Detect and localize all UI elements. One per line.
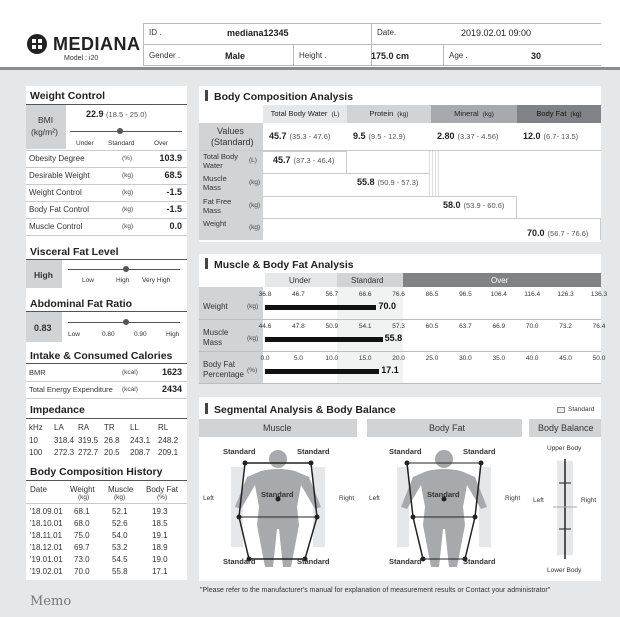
- impedance-cell: 243.1: [130, 436, 151, 445]
- weight-row-label: Weight Control: [29, 188, 82, 197]
- calorie-unit: (kcal): [122, 369, 138, 376]
- chart-tick: 66.6: [358, 291, 372, 298]
- history-cell: 52.6: [112, 519, 128, 528]
- segmental-balance-label: Body Balance: [538, 423, 594, 433]
- weight-row-label: Obesity Degree: [29, 154, 85, 163]
- chart-tick: 35.0: [492, 355, 506, 362]
- gender-label: Gender .: [149, 51, 181, 60]
- bmi-scale-under: Under: [76, 140, 94, 147]
- impedance-cell: 100: [29, 448, 43, 457]
- chart-row-divider: [199, 319, 601, 320]
- chart-tick: 66.9: [492, 323, 506, 330]
- chart-tick: 63.7: [459, 323, 472, 330]
- history-title: Body Composition History: [30, 466, 163, 478]
- chart-tick: 116.4: [524, 291, 541, 298]
- chart-tick: 70.0: [525, 323, 539, 330]
- impedance-cell: 10: [29, 436, 38, 445]
- weight-row-value: -1.5: [166, 187, 182, 197]
- composition-value-num: 2.80: [437, 131, 455, 141]
- composition-row-label1: Weight: [203, 219, 227, 228]
- history-cell: 17.1: [152, 567, 168, 576]
- segmental-title: Segmental Analysis & Body Balance: [205, 403, 396, 416]
- impedance-cell: 26.8: [104, 436, 120, 445]
- bmi-value: 22.9 (18.5 - 25.0): [86, 109, 147, 119]
- calorie-value: 2434: [161, 384, 182, 394]
- abdominal-scale-080: 0.80: [102, 331, 115, 338]
- composition-row-value: [357, 177, 418, 187]
- impedance-cell: 248.2: [158, 436, 179, 445]
- muscle-fat-analysis-panel: [199, 254, 608, 384]
- calorie-label: Total Energy Expenditure: [29, 385, 113, 394]
- chart-tick: 15.0: [358, 355, 372, 362]
- fat-std-ra: Standard: [463, 447, 496, 456]
- row-divider: [26, 184, 187, 185]
- history-col-muscle: Muscle: [108, 485, 134, 494]
- composition-value: [437, 131, 498, 141]
- bmi-scale-standard: Standard: [108, 140, 135, 147]
- chart-bar: [265, 337, 383, 342]
- visceral-indicator: [123, 266, 129, 272]
- calorie-value: 1623: [161, 367, 182, 377]
- composition-row-label2: Mass: [203, 183, 221, 192]
- bmi-range: (18.5 - 25.0): [106, 110, 147, 119]
- row-divider: [26, 381, 187, 382]
- composition-value-range: (3.37 - 4.56): [457, 132, 499, 141]
- composition-title: Body Composition Analysis: [205, 90, 353, 103]
- row-divider: [26, 218, 187, 219]
- chart-tick: 46.7: [292, 291, 305, 298]
- impedance-cell: 319.5: [78, 436, 99, 445]
- brand-logo: [26, 33, 141, 55]
- weight-row-label: Body Fat Control: [29, 205, 90, 214]
- composition-bracket-top: [263, 218, 601, 219]
- impedance-header: kHz: [29, 423, 43, 432]
- composition-col-header: [347, 109, 431, 118]
- chart-bar: [265, 369, 379, 374]
- impedance-cell: 272.3: [54, 448, 75, 457]
- chart-tick: 40.0: [525, 355, 539, 362]
- history-cell: 68.1: [74, 507, 90, 516]
- composition-row-num: 58.0: [443, 200, 461, 210]
- history-cell: 19.0: [152, 555, 168, 564]
- composition-row-range: (50.9 - 57.3): [377, 178, 419, 187]
- chart-row-label: Muscle Mass: [203, 328, 229, 347]
- weight-row-value: 103.9: [159, 153, 182, 163]
- left-column: [26, 86, 187, 580]
- chart-bar-value: 55.8: [384, 333, 403, 343]
- brand-name: MEDIANA: [53, 33, 141, 54]
- balance-lower-label: Lower Body: [547, 567, 582, 574]
- weight-row-value: -1.5: [166, 204, 182, 214]
- history-unit-fat: (%): [157, 494, 168, 501]
- chart-bar: [265, 305, 376, 310]
- visceral-scale-low: Low: [82, 277, 94, 284]
- history-cell: 73.0: [74, 555, 90, 564]
- impedance-title: Impedance: [30, 404, 85, 416]
- chart-tick: 76.4: [592, 323, 606, 330]
- composition-row-unit: (L): [249, 157, 257, 164]
- composition-row-value: [443, 200, 504, 210]
- fat-std-ll: Standard: [389, 557, 422, 566]
- composition-col-unit: (kg): [482, 111, 494, 118]
- history-cell: '19.01.01: [30, 555, 63, 564]
- chart-tick: 136.3: [590, 291, 608, 298]
- history-col-fat: Body Fat: [146, 485, 179, 494]
- history-cell: '18.12.01: [30, 543, 63, 552]
- values-sub-label: (Standard): [211, 137, 254, 147]
- legend-swatch-icon: [557, 407, 565, 413]
- fat-left-label: Left: [369, 495, 380, 502]
- row-divider: [26, 398, 187, 399]
- weight-row-unit: (%): [122, 155, 133, 162]
- weight-row-label: Desirable Weight: [29, 171, 90, 180]
- date-value: 2019.02.01 09:00: [461, 28, 532, 38]
- visceral-fat-title: Visceral Fat Level: [30, 246, 119, 258]
- history-cell: 75.0: [74, 531, 90, 540]
- history-unit-muscle: (kg): [114, 494, 126, 501]
- chart-tick: 76.6: [392, 291, 405, 298]
- id-label: ID .: [149, 28, 162, 37]
- composition-col-name: Protein: [369, 109, 394, 118]
- history-cell: 70.0: [74, 567, 90, 576]
- impedance-cell: 209.1: [158, 448, 179, 457]
- weight-row-unit: (kg): [122, 206, 134, 213]
- muscle-right-label: Right: [339, 495, 355, 502]
- weight-control-title: Weight Control: [30, 90, 106, 102]
- chart-tick: 86.5: [425, 291, 439, 298]
- history-cell: 54.5: [112, 555, 128, 564]
- history-cell: 53.2: [112, 543, 128, 552]
- chart-tick: 25.0: [425, 355, 439, 362]
- fat-body-figure: [367, 437, 522, 577]
- composition-value-range: (6.7- 13.5): [543, 132, 579, 141]
- muscle-fat-title: Muscle & Body Fat Analysis: [205, 258, 354, 271]
- band-standard: Standard: [351, 276, 384, 285]
- bmi-indicator: [117, 128, 123, 134]
- composition-col-unit: (L): [331, 111, 340, 118]
- composition-row-unit: (kg): [249, 179, 261, 186]
- chart-tick: 0.0: [260, 355, 270, 362]
- abdominal-indicator: [123, 319, 129, 325]
- impedance-header: RA: [78, 423, 90, 432]
- composition-col-name: Body Fat: [536, 109, 567, 118]
- values-label: Values: [217, 126, 244, 136]
- calories-title: Intake & Consumed Calories: [30, 350, 173, 362]
- chart-bar-value: 70.0: [378, 301, 396, 311]
- chart-tick: 126.3: [557, 291, 574, 298]
- bmi-scale-over: Over: [154, 140, 169, 147]
- abdominal-value: 0.83: [34, 323, 52, 333]
- composition-row-range: (53.9 - 60.6): [463, 201, 505, 210]
- muscle-body-figure: [199, 437, 357, 577]
- history-unit-weight: (kg): [78, 494, 90, 501]
- chart-tick: 36.8: [258, 291, 272, 298]
- muscle-std-ll: Standard: [223, 557, 256, 566]
- chart-tick: 73.2: [559, 323, 572, 330]
- muscle-left-label: Left: [203, 495, 214, 502]
- impedance-cell: 20.5: [104, 448, 120, 457]
- weight-row-value: 68.5: [164, 170, 182, 180]
- patient-info: [143, 23, 601, 65]
- composition-bracket-side: [346, 151, 347, 173]
- composition-row-unit: (kg): [249, 224, 261, 231]
- chart-row-label: Weight: [203, 302, 228, 311]
- height-value: 175.0 cm: [371, 51, 410, 61]
- weight-row-value: 0.0: [169, 221, 182, 231]
- weight-row-unit: (kg): [122, 223, 134, 230]
- calorie-unit: (kcal): [122, 386, 138, 393]
- balance-left-label: Left: [533, 497, 544, 504]
- footnote: "Please refer to the manufacturer's manual for explanation of measurement results or Contact your administrator": [200, 587, 551, 594]
- abdominal-scale-090: 0.90: [134, 331, 147, 338]
- chart-tick: 106.4: [490, 291, 507, 298]
- calorie-label: BMR: [29, 368, 46, 377]
- composition-value: [353, 131, 405, 141]
- body-composition-panel: [199, 86, 601, 242]
- composition-bracket-side: [600, 218, 601, 240]
- balance-upper-label: Upper Body: [547, 445, 582, 452]
- row-divider: [26, 167, 187, 168]
- impedance-header: LA: [54, 423, 64, 432]
- abdominal-scale-low: Low: [68, 331, 80, 338]
- row-divider: [26, 201, 187, 202]
- history-cell: '18.09.01: [30, 507, 63, 516]
- chart-tick: 5.0: [293, 355, 303, 362]
- band-over: Over: [491, 276, 509, 285]
- chart-tick: 96.5: [459, 291, 472, 298]
- composition-row-num: 55.8: [357, 177, 375, 187]
- composition-value-num: 9.5: [353, 131, 366, 141]
- chart-tick: 47.8: [292, 323, 305, 330]
- visceral-scale-very-high: Very High: [142, 277, 171, 284]
- composition-value: [523, 131, 578, 141]
- chart-row-unit: (kg): [247, 335, 259, 342]
- composition-col-unit: (kg): [397, 111, 409, 118]
- legend-standard: Standard: [568, 406, 595, 413]
- composition-bracket-side: [516, 196, 517, 218]
- composition-col-header: [263, 109, 347, 118]
- composition-value-num: 12.0: [523, 131, 541, 141]
- fat-std-rl: Standard: [463, 557, 496, 566]
- history-cell: 18.9: [152, 543, 168, 552]
- muscle-segment-diagram: [199, 437, 357, 577]
- chart-tick: 44.6: [258, 323, 272, 330]
- visceral-level: High: [34, 270, 53, 280]
- impedance-header: LL: [130, 423, 139, 432]
- chart-tick: 20.0: [392, 355, 405, 362]
- history-cell: 54.0: [112, 531, 128, 540]
- composition-value-range: (9.5 - 12.9): [368, 132, 406, 141]
- composition-col-header: [517, 109, 601, 118]
- impedance-cell: 318.4: [54, 436, 75, 445]
- age-value: 30: [531, 51, 542, 61]
- composition-row-num: 70.0: [527, 228, 545, 238]
- history-cell: 55.8: [112, 567, 128, 576]
- history-col-weight: Weight: [70, 485, 95, 494]
- composition-row-label1: Fat Free: [203, 197, 232, 206]
- history-cell: 52.1: [112, 507, 128, 516]
- fat-segment-diagram: [367, 437, 522, 577]
- bmi-label: BMI: [38, 115, 54, 125]
- age-label: Age .: [449, 51, 468, 60]
- chart-row-divider: [199, 383, 601, 384]
- history-cell: '18.10.01: [30, 519, 63, 528]
- composition-bracket-top: [263, 173, 431, 174]
- composition-row-label1: Total Body: [203, 152, 239, 161]
- composition-col-header: [431, 109, 517, 118]
- chart-row-unit: (%): [247, 367, 258, 374]
- date-label: Date.: [377, 28, 397, 37]
- segmental-fat-label: Body Fat: [429, 423, 466, 433]
- composition-row-label2: Water: [203, 161, 223, 170]
- composition-row-unit: (kg): [249, 202, 261, 209]
- composition-value-range: (35.3 - 47.6): [289, 132, 331, 141]
- chart-tick: 60.5: [425, 323, 439, 330]
- composition-col-unit: (kg): [570, 111, 582, 118]
- report-header: [0, 0, 620, 70]
- chart-bar-value: 17.1: [381, 365, 399, 375]
- fat-right-label: Right: [505, 495, 521, 502]
- fat-std-tr: Standard: [427, 490, 460, 499]
- chart-tick: 30.0: [459, 355, 472, 362]
- impedance-header: RL: [158, 423, 169, 432]
- chart-tick: 54.1: [358, 323, 372, 330]
- fat-std-la: Standard: [389, 447, 422, 456]
- composition-row-range: (56.7 - 76.6): [547, 229, 589, 238]
- history-cell: '19.02.01: [30, 567, 63, 576]
- composition-value: [269, 131, 330, 141]
- history-cell: '18.11.01: [30, 531, 63, 540]
- impedance-header: TR: [104, 423, 115, 432]
- composition-row-label1: Muscle: [203, 174, 227, 183]
- model-label: Model : i20: [64, 55, 99, 62]
- chart-tick: 45.0: [559, 355, 572, 362]
- muscle-std-la: Standard: [223, 447, 256, 456]
- composition-row-range: (37.3 - 46.4): [293, 156, 335, 165]
- weight-row-label: Muscle Control: [29, 222, 83, 231]
- band-under: Under: [289, 276, 311, 285]
- height-label: Height .: [299, 51, 327, 60]
- composition-bracket-top: [263, 151, 347, 152]
- id-value: mediana12345: [227, 28, 289, 38]
- chart-tick: 56.7: [325, 291, 339, 298]
- muscle-std-rl: Standard: [297, 557, 330, 566]
- visceral-scale-high: High: [116, 277, 130, 284]
- mediana-logo-icon: [26, 33, 48, 55]
- chart-row-divider: [199, 351, 601, 352]
- segmental-panel: [199, 397, 601, 581]
- composition-bracket-top: [263, 196, 517, 197]
- history-cell: 69.7: [74, 543, 90, 552]
- abdominal-scale-high: High: [166, 331, 180, 338]
- balance-right-label: Right: [581, 497, 597, 504]
- history-cell: 18.5: [152, 519, 168, 528]
- impedance-cell: 208.7: [130, 448, 151, 457]
- composition-col-name: Mineral: [454, 109, 479, 118]
- chart-tick: 10.0: [325, 355, 339, 362]
- chart-tick: 50.9: [325, 323, 339, 330]
- row-divider: [26, 235, 187, 236]
- chart-row-unit: (kg): [247, 303, 259, 310]
- gender-value: Male: [225, 51, 246, 61]
- chart-row-label: Body Fat Percentage: [203, 360, 244, 379]
- body-balance-diagram: [529, 437, 601, 577]
- balance-scale: [529, 437, 601, 577]
- history-cell: 68.0: [74, 519, 90, 528]
- impedance-cell: 272.7: [78, 448, 99, 457]
- muscle-std-tr: Standard: [261, 490, 294, 499]
- history-col-date: Date: [30, 485, 47, 494]
- chart-tick: 57.3: [392, 323, 405, 330]
- composition-value-num: 45.7: [269, 131, 287, 141]
- bmi-unit: (kg/m²): [31, 127, 58, 137]
- muscle-std-ra: Standard: [297, 447, 330, 456]
- chart-tick: 50.0: [592, 355, 606, 362]
- history-cell: 19.1: [152, 531, 168, 540]
- abdominal-fat-title: Abdominal Fat Ratio: [30, 298, 133, 310]
- segmental-muscle-label: Muscle: [263, 423, 292, 433]
- composition-hatch: [429, 151, 441, 196]
- composition-row-value: [273, 155, 334, 165]
- history-cell: 19.3: [152, 507, 168, 516]
- composition-row-value: [527, 228, 588, 238]
- weight-row-unit: (kg): [122, 172, 134, 179]
- composition-row-num: 45.7: [273, 155, 291, 165]
- memo-label: Memo: [30, 594, 72, 609]
- composition-col-name: Total Body Water: [270, 109, 328, 118]
- weight-row-unit: (kg): [122, 189, 134, 196]
- composition-row-label2: Mass: [203, 206, 221, 215]
